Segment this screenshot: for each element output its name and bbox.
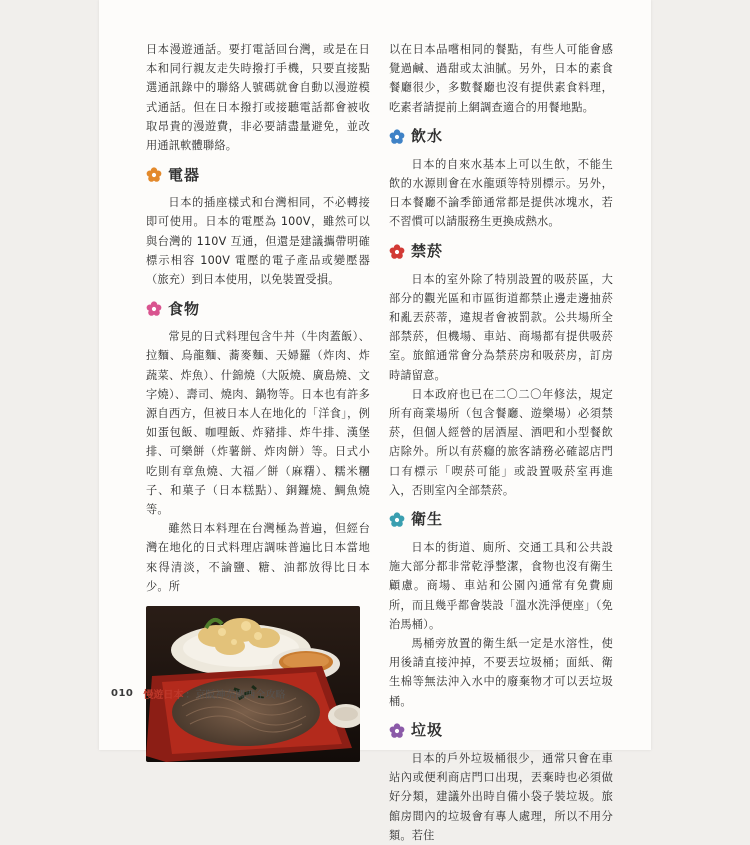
section-title: 食物 [168,299,201,318]
book-brand: 慢遊日本 [143,690,184,701]
page-number: 010 [111,688,134,699]
section-title: 電器 [168,165,201,184]
book-page [99,0,651,842]
garbage-paragraph: 日本的戶外垃圾桶很少，通常只會在車站內或便利商店門口出現，丟棄時也必須做好分類，建議外出時自備小袋子裝垃圾。旅館房間內的垃圾會有專人處理，所以不用分類。若住 [389,751,613,842]
section-hygiene [389,506,613,534]
book-subtitle: ：京阪神奈關西全攻略 [185,690,286,701]
hygiene-paragraph-1: 日本的街道、廁所、交通工具和公共設施大部分都非常乾淨整潔，食物也沒有衛生顧慮。商場、車站和公園內通常有免費廁所，而且幾乎都會裝設「溫水洗淨便座」（免治馬桶）。 [389,541,613,631]
flower-icon [389,512,405,528]
food-paragraph-1: 常見的日式料理包含牛丼（牛肉蓋飯）、拉麵、烏龍麵、蕎麥麵、天婦羅（炸肉、炸蔬菜、炸魚）、什錦燒（大阪燒、廣島燒、文字燒）、壽司、燒肉、鍋物等。日本也有許多源自西方，但被日本人在地化的「洋食」，例如蛋包飯、咖哩飯、炸豬排、炸牛排、漢堡排、可樂餅（炸薯餅、炸肉餅）等。日式小吃則有章魚燒、大福／餅（麻糬）、糯米糰子、和菓子（日本糕點）、銅鑼燒、鯛魚燒等。 [146,330,370,517]
section-title: 禁菸 [411,242,444,261]
intro-paragraph: 日本漫遊通話。要打電話回台灣，或是在日本和同行親友走失時撥打手機，只要直接點選通訊錄中的聯絡人號碼就會自動以漫遊模式通話。但在日本撥打或接聽電話都會被收取昂貴的漫遊費，非必要請盡量避免，並改用通訊軟體聯絡。 [146,43,370,153]
section-water [389,123,613,151]
flower-icon [389,723,405,739]
soba-photo-illustration [146,606,360,762]
section-food [146,295,370,323]
section-title: 飲水 [411,127,444,146]
flower-icon [146,301,162,317]
flower-icon [389,244,405,260]
page-footer [111,686,285,701]
flower-icon [389,129,405,145]
smoking-paragraph-2: 日本政府也已在二〇二〇年修法，規定所有商業場所（包含餐廳、遊樂場）必須禁菸，但個人經營的居酒屋、酒吧和小型餐飲店除外。所以有菸癮的旅客請務必確認店門口有標示「喫菸可能」或設置吸菸室再進入，否則室內全部禁菸。 [389,387,613,497]
section-garbage [389,717,613,745]
hygiene-paragraph-2: 馬桶旁放置的衛生紙一定是水溶性，使用後請直接沖掉，不要丟垃圾桶；面紙、衛生棉等無法沖入水中的廢棄物才可以丟垃圾桶。 [389,637,613,708]
section-title: 衛生 [411,510,444,529]
soba-tempura-photo [146,606,360,762]
food-continued-paragraph: 以在日本品嚐相同的餐點，有些人可能會感覺過鹹、過甜或太油膩。另外，日本的素食餐廳很少，多數餐廳也沒有提供素食料理，吃素者請提前上網調查適合的用餐地點。 [389,43,613,114]
section-electrical [146,161,370,189]
smoking-paragraph-1: 日本的室外除了特別設置的吸菸區，大部分的觀光區和市區街道都禁止邊走邊抽菸和亂丟菸蒂，違規者會被罰款。公共場所全部禁菸，但機場、車站、商場都有提供吸菸室。旅館通常會分為禁菸房和吸菸房，訂房時請留意。 [389,272,613,382]
water-paragraph: 日本的自來水基本上可以生飲，不能生飲的水源則會在水龍頭等特別標示。另外，日本餐廳不論季節通常都是提供冰塊水，若不習慣可以請服務生更換成熱水。 [389,157,613,229]
section-smoking [389,238,613,266]
flower-icon [146,167,162,183]
electrical-paragraph: 日本的插座樣式和台灣相同，不必轉接即可使用。日本的電壓為 100V，雖然可以與台灣的 110V 互通，但還是建議攜帶明確標示相容 100V 電壓的電子產品或變壓器（旅充）到日本使用，以免裝置受損。 [146,196,370,287]
food-paragraph-2: 雖然日本料理在台灣極為普遍，但經台灣在地化的日式料理店調味普遍比日本當地來得清淡，不論鹽、糖、油都放得比日本少。所 [146,522,370,593]
section-title: 垃圾 [411,721,444,740]
left-column [146,40,370,762]
right-column [389,40,613,845]
